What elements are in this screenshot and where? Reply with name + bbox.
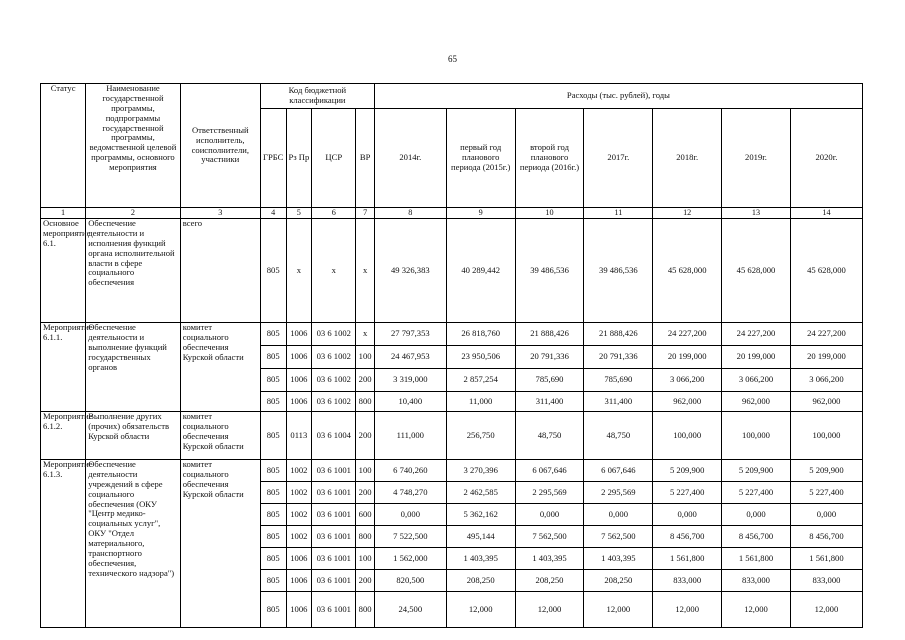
cell-csr: 03 6 1001 bbox=[312, 504, 356, 526]
cell-2017: 785,690 bbox=[584, 369, 653, 392]
row-executor: комитет социального обеспечения Курской области bbox=[180, 323, 260, 412]
row-name: Обеспечение деятельности учреждений в сфере социального обеспечения (ОКУ "Центр медико-социальных услуг", ОКУ "Отдел материального, транспортного обеспечения, технического надзора") bbox=[86, 460, 181, 628]
cell-vr: х bbox=[356, 323, 375, 346]
cell-csr: х bbox=[312, 219, 356, 323]
cell-2014: 6 740,260 bbox=[374, 460, 446, 482]
cell-grbs: 805 bbox=[260, 346, 286, 369]
cell-2016: 39 486,536 bbox=[515, 219, 584, 323]
cell-csr: 03 6 1001 bbox=[312, 526, 356, 548]
cell-2016: 785,690 bbox=[515, 369, 584, 392]
cell-grbs: 805 bbox=[260, 570, 286, 592]
cell-grbs: 805 bbox=[260, 526, 286, 548]
header-grbs: ГРБС bbox=[260, 109, 286, 208]
cell-vr: 100 bbox=[356, 346, 375, 369]
cell-2019: 5 227,400 bbox=[722, 482, 791, 504]
cell-2017: 21 888,426 bbox=[584, 323, 653, 346]
cell-rzpr: х bbox=[286, 219, 312, 323]
cell-vr: 800 bbox=[356, 392, 375, 412]
cell-2016: 0,000 bbox=[515, 504, 584, 526]
cell-2016: 48,750 bbox=[515, 412, 584, 460]
cell-2016: 6 067,646 bbox=[515, 460, 584, 482]
header-2017: 2017г. bbox=[584, 109, 653, 208]
cell-2018: 5 209,900 bbox=[653, 460, 722, 482]
cell-csr: 03 6 1002 bbox=[312, 346, 356, 369]
row-executor: комитет социального обеспечения Курской области bbox=[180, 412, 260, 460]
column-number: 7 bbox=[356, 208, 375, 219]
row-name: Обеспечение деятельности и исполнения функций органа исполнительной власти в сфере социального обеспечения bbox=[86, 219, 181, 323]
cell-2018: 12,000 bbox=[653, 592, 722, 628]
cell-2014: 111,000 bbox=[374, 412, 446, 460]
cell-2014: 820,500 bbox=[374, 570, 446, 592]
header-name: Наименование государственной программы, подпрограммы государственной программы, ведомственной целевой программы, основного мероприятия bbox=[86, 84, 181, 208]
cell-2014: 7 522,500 bbox=[374, 526, 446, 548]
cell-csr: 03 6 1001 bbox=[312, 460, 356, 482]
cell-vr: 200 bbox=[356, 482, 375, 504]
cell-2017: 6 067,646 bbox=[584, 460, 653, 482]
cell-vr: 200 bbox=[356, 369, 375, 392]
cell-2014: 4 748,270 bbox=[374, 482, 446, 504]
row-name: Обеспечение деятельности и выполнение функций государственных органов bbox=[86, 323, 181, 412]
header-status: Статус bbox=[41, 84, 86, 208]
cell-2017: 20 791,336 bbox=[584, 346, 653, 369]
cell-2019: 3 066,200 bbox=[722, 369, 791, 392]
cell-2020: 1 561,800 bbox=[790, 548, 862, 570]
cell-2015: 11,000 bbox=[446, 392, 515, 412]
cell-2019: 0,000 bbox=[722, 504, 791, 526]
cell-rzpr: 0113 bbox=[286, 412, 312, 460]
cell-2020: 45 628,000 bbox=[790, 219, 862, 323]
table-row bbox=[41, 323, 863, 346]
cell-2015: 495,144 bbox=[446, 526, 515, 548]
cell-grbs: 805 bbox=[260, 219, 286, 323]
header-budget-code: Код бюджетной классификации bbox=[260, 84, 374, 109]
cell-rzpr: 1006 bbox=[286, 548, 312, 570]
cell-2020: 0,000 bbox=[790, 504, 862, 526]
header-vr: ВР bbox=[356, 109, 375, 208]
cell-2018: 5 227,400 bbox=[653, 482, 722, 504]
column-number: 14 bbox=[790, 208, 862, 219]
cell-2017: 39 486,536 bbox=[584, 219, 653, 323]
header-2019: 2019г. bbox=[722, 109, 791, 208]
row-executor: комитет социального обеспечения Курской области bbox=[180, 460, 260, 628]
cell-2016: 12,000 bbox=[515, 592, 584, 628]
cell-2015: 3 270,396 bbox=[446, 460, 515, 482]
row-executor: всего bbox=[180, 219, 260, 323]
cell-2015: 23 950,506 bbox=[446, 346, 515, 369]
cell-2018: 100,000 bbox=[653, 412, 722, 460]
cell-rzpr: 1006 bbox=[286, 323, 312, 346]
header-2018: 2018г. bbox=[653, 109, 722, 208]
column-number: 1 bbox=[41, 208, 86, 219]
cell-grbs: 805 bbox=[260, 548, 286, 570]
cell-2014: 10,400 bbox=[374, 392, 446, 412]
cell-2018: 3 066,200 bbox=[653, 369, 722, 392]
column-number: 9 bbox=[446, 208, 515, 219]
cell-rzpr: 1006 bbox=[286, 392, 312, 412]
cell-2017: 2 295,569 bbox=[584, 482, 653, 504]
cell-rzpr: 1002 bbox=[286, 526, 312, 548]
cell-2020: 8 456,700 bbox=[790, 526, 862, 548]
cell-2018: 833,000 bbox=[653, 570, 722, 592]
page-number: 65 bbox=[448, 54, 457, 64]
cell-2017: 48,750 bbox=[584, 412, 653, 460]
column-number: 12 bbox=[653, 208, 722, 219]
cell-2019: 962,000 bbox=[722, 392, 791, 412]
row-status: Мероприятие 6.1.2. bbox=[41, 412, 86, 460]
header-expenses: Расходы (тыс. рублей), годы bbox=[374, 84, 862, 109]
cell-2017: 1 403,395 bbox=[584, 548, 653, 570]
row-status: Основное мероприятие 6.1. bbox=[41, 219, 86, 323]
cell-2015: 5 362,162 bbox=[446, 504, 515, 526]
cell-2017: 311,400 bbox=[584, 392, 653, 412]
cell-2020: 962,000 bbox=[790, 392, 862, 412]
cell-2015: 2 462,585 bbox=[446, 482, 515, 504]
column-number: 5 bbox=[286, 208, 312, 219]
cell-2020: 3 066,200 bbox=[790, 369, 862, 392]
cell-2020: 20 199,000 bbox=[790, 346, 862, 369]
cell-2019: 24 227,200 bbox=[722, 323, 791, 346]
cell-csr: 03 6 1002 bbox=[312, 323, 356, 346]
cell-2020: 5 209,900 bbox=[790, 460, 862, 482]
cell-csr: 03 6 1001 bbox=[312, 592, 356, 628]
cell-csr: 03 6 1001 bbox=[312, 548, 356, 570]
cell-rzpr: 1006 bbox=[286, 592, 312, 628]
cell-2014: 24,500 bbox=[374, 592, 446, 628]
cell-grbs: 805 bbox=[260, 369, 286, 392]
cell-2015: 1 403,395 bbox=[446, 548, 515, 570]
table-row bbox=[41, 412, 863, 460]
cell-2020: 24 227,200 bbox=[790, 323, 862, 346]
cell-2014: 0,000 bbox=[374, 504, 446, 526]
cell-vr: 100 bbox=[356, 548, 375, 570]
cell-2019: 45 628,000 bbox=[722, 219, 791, 323]
column-number: 2 bbox=[86, 208, 181, 219]
cell-rzpr: 1002 bbox=[286, 460, 312, 482]
cell-2017: 208,250 bbox=[584, 570, 653, 592]
cell-grbs: 805 bbox=[260, 323, 286, 346]
cell-2020: 5 227,400 bbox=[790, 482, 862, 504]
cell-2014: 3 319,000 bbox=[374, 369, 446, 392]
cell-2018: 0,000 bbox=[653, 504, 722, 526]
cell-csr: 03 6 1001 bbox=[312, 482, 356, 504]
cell-grbs: 805 bbox=[260, 392, 286, 412]
column-number: 10 bbox=[515, 208, 584, 219]
cell-rzpr: 1006 bbox=[286, 570, 312, 592]
cell-vr: х bbox=[356, 219, 375, 323]
column-number: 6 bbox=[312, 208, 356, 219]
cell-2014: 49 326,383 bbox=[374, 219, 446, 323]
cell-rzpr: 1002 bbox=[286, 504, 312, 526]
cell-2019: 8 456,700 bbox=[722, 526, 791, 548]
column-number-row bbox=[41, 208, 863, 219]
cell-2019: 20 199,000 bbox=[722, 346, 791, 369]
cell-2018: 8 456,700 bbox=[653, 526, 722, 548]
cell-grbs: 805 bbox=[260, 592, 286, 628]
column-number: 13 bbox=[722, 208, 791, 219]
cell-2016: 208,250 bbox=[515, 570, 584, 592]
row-status: Мероприятие 6.1.3. bbox=[41, 460, 86, 628]
cell-vr: 100 bbox=[356, 460, 375, 482]
cell-2017: 7 562,500 bbox=[584, 526, 653, 548]
cell-2015: 2 857,254 bbox=[446, 369, 515, 392]
cell-2018: 962,000 bbox=[653, 392, 722, 412]
cell-2020: 100,000 bbox=[790, 412, 862, 460]
column-number: 4 bbox=[260, 208, 286, 219]
cell-2016: 1 403,395 bbox=[515, 548, 584, 570]
cell-vr: 200 bbox=[356, 412, 375, 460]
row-name: Выполнение других (прочих) обязательств Курской области bbox=[86, 412, 181, 460]
cell-2016: 21 888,426 bbox=[515, 323, 584, 346]
cell-2015: 26 818,760 bbox=[446, 323, 515, 346]
header-csr: ЦСР bbox=[312, 109, 356, 208]
row-status: Мероприятие 6.1.1. bbox=[41, 323, 86, 412]
header-2016: второй год планового периода (2016г.) bbox=[515, 109, 584, 208]
cell-2017: 12,000 bbox=[584, 592, 653, 628]
cell-grbs: 805 bbox=[260, 460, 286, 482]
table-row bbox=[41, 460, 863, 482]
cell-2019: 1 561,800 bbox=[722, 548, 791, 570]
cell-2019: 833,000 bbox=[722, 570, 791, 592]
header-2015: первый год планового периода (2015г.) bbox=[446, 109, 515, 208]
header-2020: 2020г. bbox=[790, 109, 862, 208]
table-row bbox=[41, 219, 863, 323]
cell-vr: 600 bbox=[356, 504, 375, 526]
cell-2014: 1 562,000 bbox=[374, 548, 446, 570]
cell-2019: 5 209,900 bbox=[722, 460, 791, 482]
cell-2020: 12,000 bbox=[790, 592, 862, 628]
column-number: 11 bbox=[584, 208, 653, 219]
cell-2017: 0,000 bbox=[584, 504, 653, 526]
cell-2019: 12,000 bbox=[722, 592, 791, 628]
column-number: 3 bbox=[180, 208, 260, 219]
cell-grbs: 805 bbox=[260, 482, 286, 504]
cell-2016: 7 562,500 bbox=[515, 526, 584, 548]
cell-2019: 100,000 bbox=[722, 412, 791, 460]
cell-vr: 200 bbox=[356, 570, 375, 592]
column-number: 8 bbox=[374, 208, 446, 219]
cell-2018: 1 561,800 bbox=[653, 548, 722, 570]
cell-rzpr: 1006 bbox=[286, 369, 312, 392]
cell-csr: 03 6 1004 bbox=[312, 412, 356, 460]
cell-2014: 24 467,953 bbox=[374, 346, 446, 369]
cell-grbs: 805 bbox=[260, 412, 286, 460]
cell-vr: 800 bbox=[356, 526, 375, 548]
cell-vr: 800 bbox=[356, 592, 375, 628]
cell-2015: 12,000 bbox=[446, 592, 515, 628]
cell-csr: 03 6 1002 bbox=[312, 369, 356, 392]
cell-2018: 24 227,200 bbox=[653, 323, 722, 346]
cell-grbs: 805 bbox=[260, 504, 286, 526]
cell-2018: 20 199,000 bbox=[653, 346, 722, 369]
cell-2015: 40 289,442 bbox=[446, 219, 515, 323]
cell-2020: 833,000 bbox=[790, 570, 862, 592]
cell-2015: 256,750 bbox=[446, 412, 515, 460]
cell-csr: 03 6 1001 bbox=[312, 570, 356, 592]
header-rzpr: Рз Пр bbox=[286, 109, 312, 208]
header-2014: 2014г. bbox=[374, 109, 446, 208]
cell-rzpr: 1006 bbox=[286, 346, 312, 369]
cell-2016: 20 791,336 bbox=[515, 346, 584, 369]
cell-2016: 2 295,569 bbox=[515, 482, 584, 504]
budget-table bbox=[40, 83, 863, 628]
cell-rzpr: 1002 bbox=[286, 482, 312, 504]
cell-2015: 208,250 bbox=[446, 570, 515, 592]
cell-2018: 45 628,000 bbox=[653, 219, 722, 323]
header-executor: Ответственный исполнитель, соисполнители, участники bbox=[180, 84, 260, 208]
cell-2016: 311,400 bbox=[515, 392, 584, 412]
cell-csr: 03 6 1002 bbox=[312, 392, 356, 412]
cell-2014: 27 797,353 bbox=[374, 323, 446, 346]
